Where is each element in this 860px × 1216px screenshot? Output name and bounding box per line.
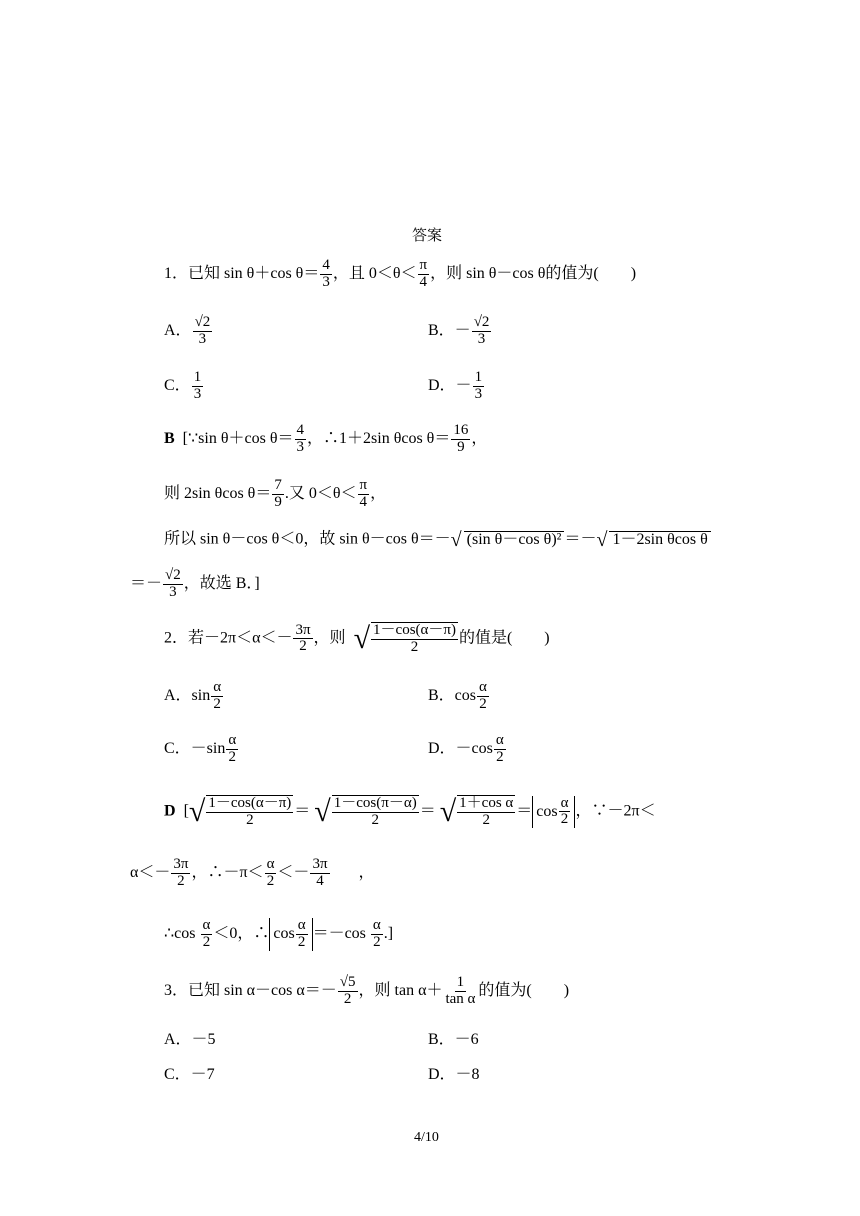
q2-answer-line-2: α＜－ $\frac{3\pi}{2}$ ，∴－π＜ $\frac{\alpha}{2}$ ＜－ $\frac{3\pi}{4}$ ， bbox=[130, 856, 375, 889]
q1-stem-frac-1: $\frac{4}{3}$ bbox=[322, 257, 330, 290]
q2-option-a: A．sin $\frac{\alpha}{2}$ bbox=[164, 679, 222, 712]
q2-stem: 2．若－2π＜α＜－ $\frac{3\pi}{2}$ ，则 √ $\frac{1-\cos(\alpha-\pi)}{2}$ 的值是( ) bbox=[164, 621, 550, 655]
q1-option-b: B．－ $\frac{√2}{3}$ bbox=[428, 314, 490, 347]
q1-stem bbox=[164, 258, 636, 291]
q1-stem-post: ，则 sin θ－cos θ的值为( ) bbox=[430, 264, 637, 282]
q3-option-a: A．－5 bbox=[164, 1031, 216, 1048]
q2-option-c: C．－sin $\frac{\alpha}{2}$ bbox=[164, 732, 237, 765]
q1-stem-mid: ，且 0＜θ＜ bbox=[332, 264, 417, 282]
q2-answer-letter: D bbox=[164, 802, 176, 820]
q1-answer-line-4: ＝－ $\frac{√2}{3}$ ，故选 B．] bbox=[130, 567, 260, 600]
q2-answer-line-1: D [√ $\frac{1-\cos(\alpha-\pi)}{2}$ ＝ √ $\frac{1-\cos(\pi-\alpha)}{2}$ ＝ √ $\frac{\text{1＋cos α}}{2}$ ＝ cos $\frac{\alpha}{2}$ ，∵－2π＜ bbox=[164, 794, 656, 828]
q1-answer-line-1: B [∵sin θ＋cos θ＝ $\frac{4}{3}$ ，∴1＋2sin θcos θ＝ $\frac{16}{9}$ ， bbox=[164, 422, 488, 455]
q1-option-d: D．－ $\frac{1}{3}$ bbox=[428, 369, 483, 402]
q3-option-c: C．－7 bbox=[164, 1066, 215, 1083]
q1-stem-frac-2: $\frac{\pi}{4}$ bbox=[419, 257, 428, 290]
q3-option-b: B．－6 bbox=[428, 1031, 479, 1048]
q1-stem-text: 1．已知 sin θ＋cos θ＝ bbox=[164, 264, 320, 282]
q3-option-d: D．－8 bbox=[428, 1066, 480, 1083]
q1-option-a: A． $\frac{√2}{3}$ bbox=[164, 314, 211, 347]
page-number: 4/10 bbox=[414, 1130, 439, 1145]
q1-answer-line-2: 则 2sin θcos θ＝ $\frac{7}{9}$ .又 0＜θ＜ $\frac{\pi}{4}$ ， bbox=[164, 477, 387, 510]
q2-option-d: D．－cos $\frac{\alpha}{2}$ bbox=[428, 732, 504, 765]
q2-answer-line-3: ∴cos $\frac{\alpha}{2}$ ＜0，∴ cos $\frac{\alpha}{2}$ ＝－cos $\frac{\alpha}{2}$ .] bbox=[164, 917, 394, 950]
q2-option-b: B．cos $\frac{\alpha}{2}$ bbox=[428, 679, 487, 712]
q1-answer-line-3: 所以 sin θ－cos θ＜0，故 sin θ－cos θ＝－√ (sin θ－cos θ)² ＝－√ 1－2sin θcos θ bbox=[164, 530, 711, 550]
answer-title: 答案 bbox=[412, 226, 443, 244]
q3-stem: 3．已知 sin α－cos α＝－ $\frac{√5}{2}$ ，则 tan α＋ $\frac{1}{\text{tan α}}$ 的值为( ) bbox=[164, 974, 570, 1007]
q1-answer-letter: B bbox=[164, 429, 175, 447]
q1-option-c: C． $\frac{1}{3}$ bbox=[164, 369, 202, 402]
